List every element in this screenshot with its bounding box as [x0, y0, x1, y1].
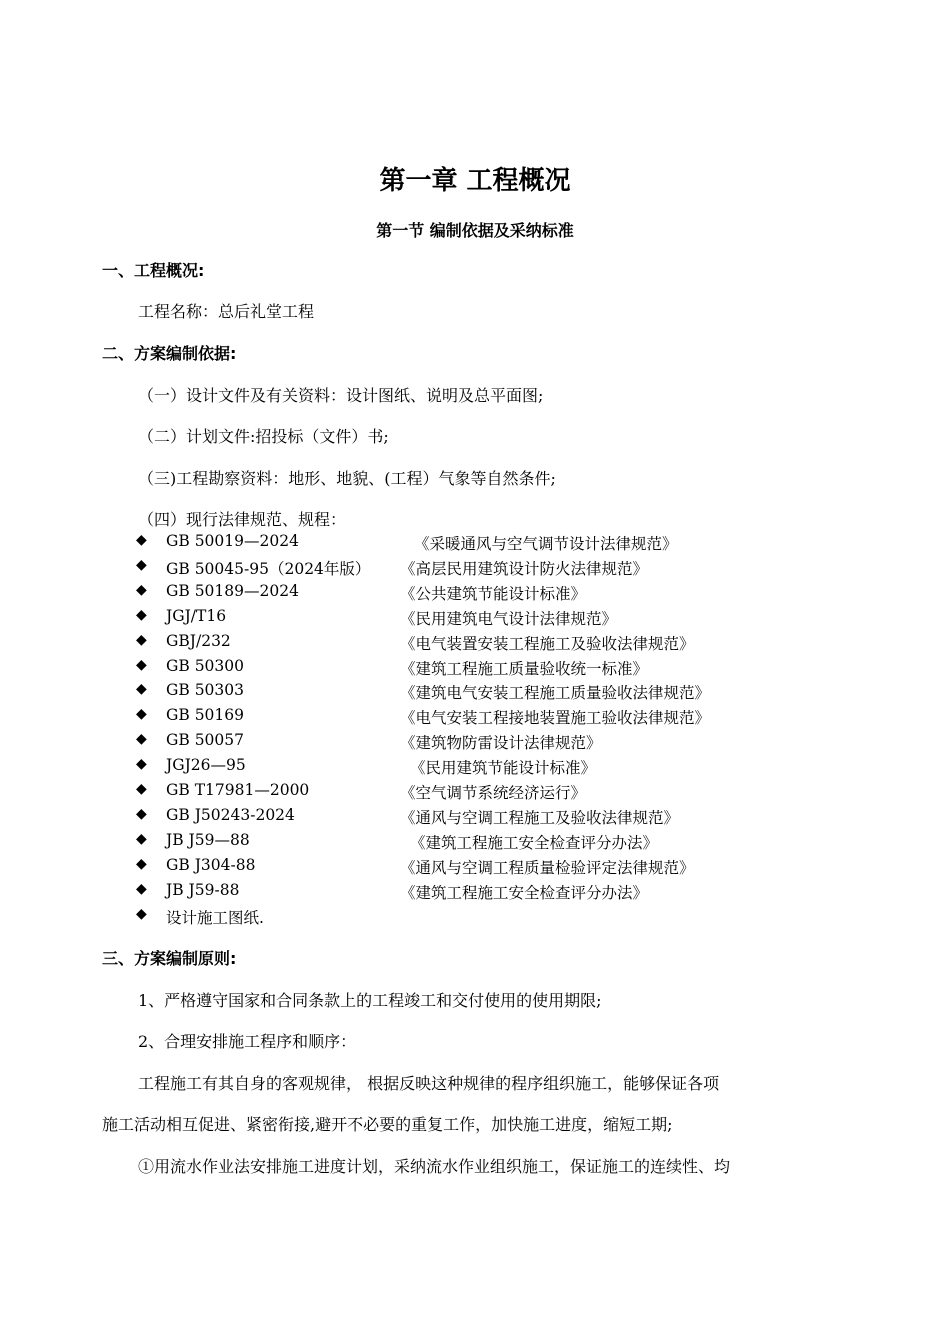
- paragraph-line-1: 工程施工有其自身的客观规律， 根据反映这种规律的程序组织施工，能够保证各项: [138, 1074, 720, 1093]
- standard-name: 《建筑物防雷设计法律规范》: [400, 734, 602, 753]
- diamond-bullet-icon: ◆: [136, 830, 147, 847]
- standard-name: 《建筑工程施工安全检查评分办法》: [400, 883, 649, 902]
- standard-code: GB 50045-95（2024年版）: [166, 559, 371, 578]
- standard-name: 《电气安装工程接地装置施工验收法律规范》: [400, 709, 711, 728]
- basis-item-1: （一）设计文件及有关资料：设计图纸、说明及总平面图;: [138, 386, 544, 405]
- diamond-bullet-icon: ◆: [136, 532, 147, 548]
- standard-code: GB 50057: [166, 731, 245, 750]
- standard-code: 设计施工图纸.: [166, 908, 264, 927]
- diamond-bullet-icon: ◆: [136, 631, 147, 648]
- standard-name: 《建筑电气安装工程施工质量验收法律规范》: [400, 684, 711, 703]
- chapter-title: 第一章 工程概况: [379, 166, 571, 196]
- diamond-bullet-icon: ◆: [136, 731, 147, 748]
- diamond-bullet-icon: ◆: [136, 656, 147, 673]
- heading-basis: 二、方案编制依据:: [102, 344, 237, 363]
- project-name: 工程名称：总后礼堂工程: [138, 302, 315, 321]
- standard-code: GB 50169: [166, 706, 245, 725]
- section-title: 第一节 编制依据及采纳标准: [376, 221, 574, 240]
- standard-name: 《通风与空调工程施工及验收法律规范》: [400, 808, 680, 827]
- standard-code: GB 50019—2024: [166, 532, 299, 550]
- basis-item-2: （二）计划文件:招投标（文件）书;: [138, 427, 389, 446]
- basis-item-4: （四）现行法律规范、规程：: [138, 510, 347, 529]
- heading-principles: 三、方案编制原则:: [102, 949, 237, 968]
- diamond-bullet-icon: ◆: [136, 556, 147, 573]
- standard-code: GB T17981—2000: [166, 781, 310, 799]
- diamond-bullet-icon: ◆: [136, 855, 147, 872]
- diamond-bullet-icon: ◆: [136, 606, 147, 623]
- standard-code: GB 50303: [166, 681, 245, 700]
- paragraph-line-3: ①用流水作业法安排施工进度计划，采纳流水作业组织施工，保证施工的连续性、均: [138, 1157, 731, 1176]
- diamond-bullet-icon: ◆: [136, 756, 147, 773]
- diamond-bullet-icon: ◆: [136, 781, 147, 797]
- principle-2: 2、合理安排施工程序和顺序：: [138, 1032, 357, 1051]
- standard-name: 《通风与空调工程质量检验评定法律规范》: [400, 858, 695, 877]
- standard-code: GB J304-88: [166, 855, 256, 874]
- standard-name: 《高层民用建筑设计防火法律规范》: [400, 559, 649, 578]
- standard-name: 《建筑工程施工质量验收统一标准》: [400, 659, 649, 678]
- standard-code: JB J59-88: [166, 880, 240, 899]
- standard-name: 《采暖通风与空气调节设计法律规范》: [414, 535, 678, 553]
- standard-name: 《民用建筑电气设计法律规范》: [400, 609, 618, 628]
- standard-code: JB J59—88: [166, 830, 250, 849]
- standard-name: 《民用建筑节能设计标准》: [410, 759, 597, 778]
- diamond-bullet-icon: ◆: [136, 581, 147, 598]
- standard-code: JGJ26—95: [166, 756, 246, 775]
- diamond-bullet-icon: ◆: [136, 880, 147, 897]
- standard-code: GB 50189—2024: [166, 581, 299, 600]
- standard-code: GB J50243-2024: [166, 805, 295, 824]
- diamond-bullet-icon: ◆: [136, 681, 147, 698]
- standard-name: 《空气调节系统经济运行》: [400, 784, 587, 802]
- diamond-bullet-icon: ◆: [136, 905, 147, 922]
- basis-item-3: （三)工程勘察资料：地形、地貌、(工程）气象等自然条件;: [138, 469, 556, 488]
- standard-code: GB 50300: [166, 656, 245, 675]
- standard-code: GBJ/232: [166, 631, 231, 650]
- diamond-bullet-icon: ◆: [136, 706, 147, 723]
- standard-name: 《公共建筑节能设计标准》: [400, 584, 587, 603]
- diamond-bullet-icon: ◆: [136, 805, 147, 822]
- standard-name: 《电气装置安装工程施工及验收法律规范》: [400, 634, 695, 653]
- heading-project-overview: 一、工程概况:: [102, 261, 205, 280]
- paragraph-line-2: 施工活动相互促进、紧密衔接,避开不必要的重复工作，加快施工进度，缩短工期;: [102, 1115, 673, 1134]
- standard-code: JGJ/T16: [166, 606, 227, 625]
- standard-name: 《建筑工程施工安全检查评分办法》: [410, 833, 659, 852]
- principle-1: 1、严格遵守国家和合同条款上的工程竣工和交付使用的使用期限;: [138, 991, 602, 1010]
